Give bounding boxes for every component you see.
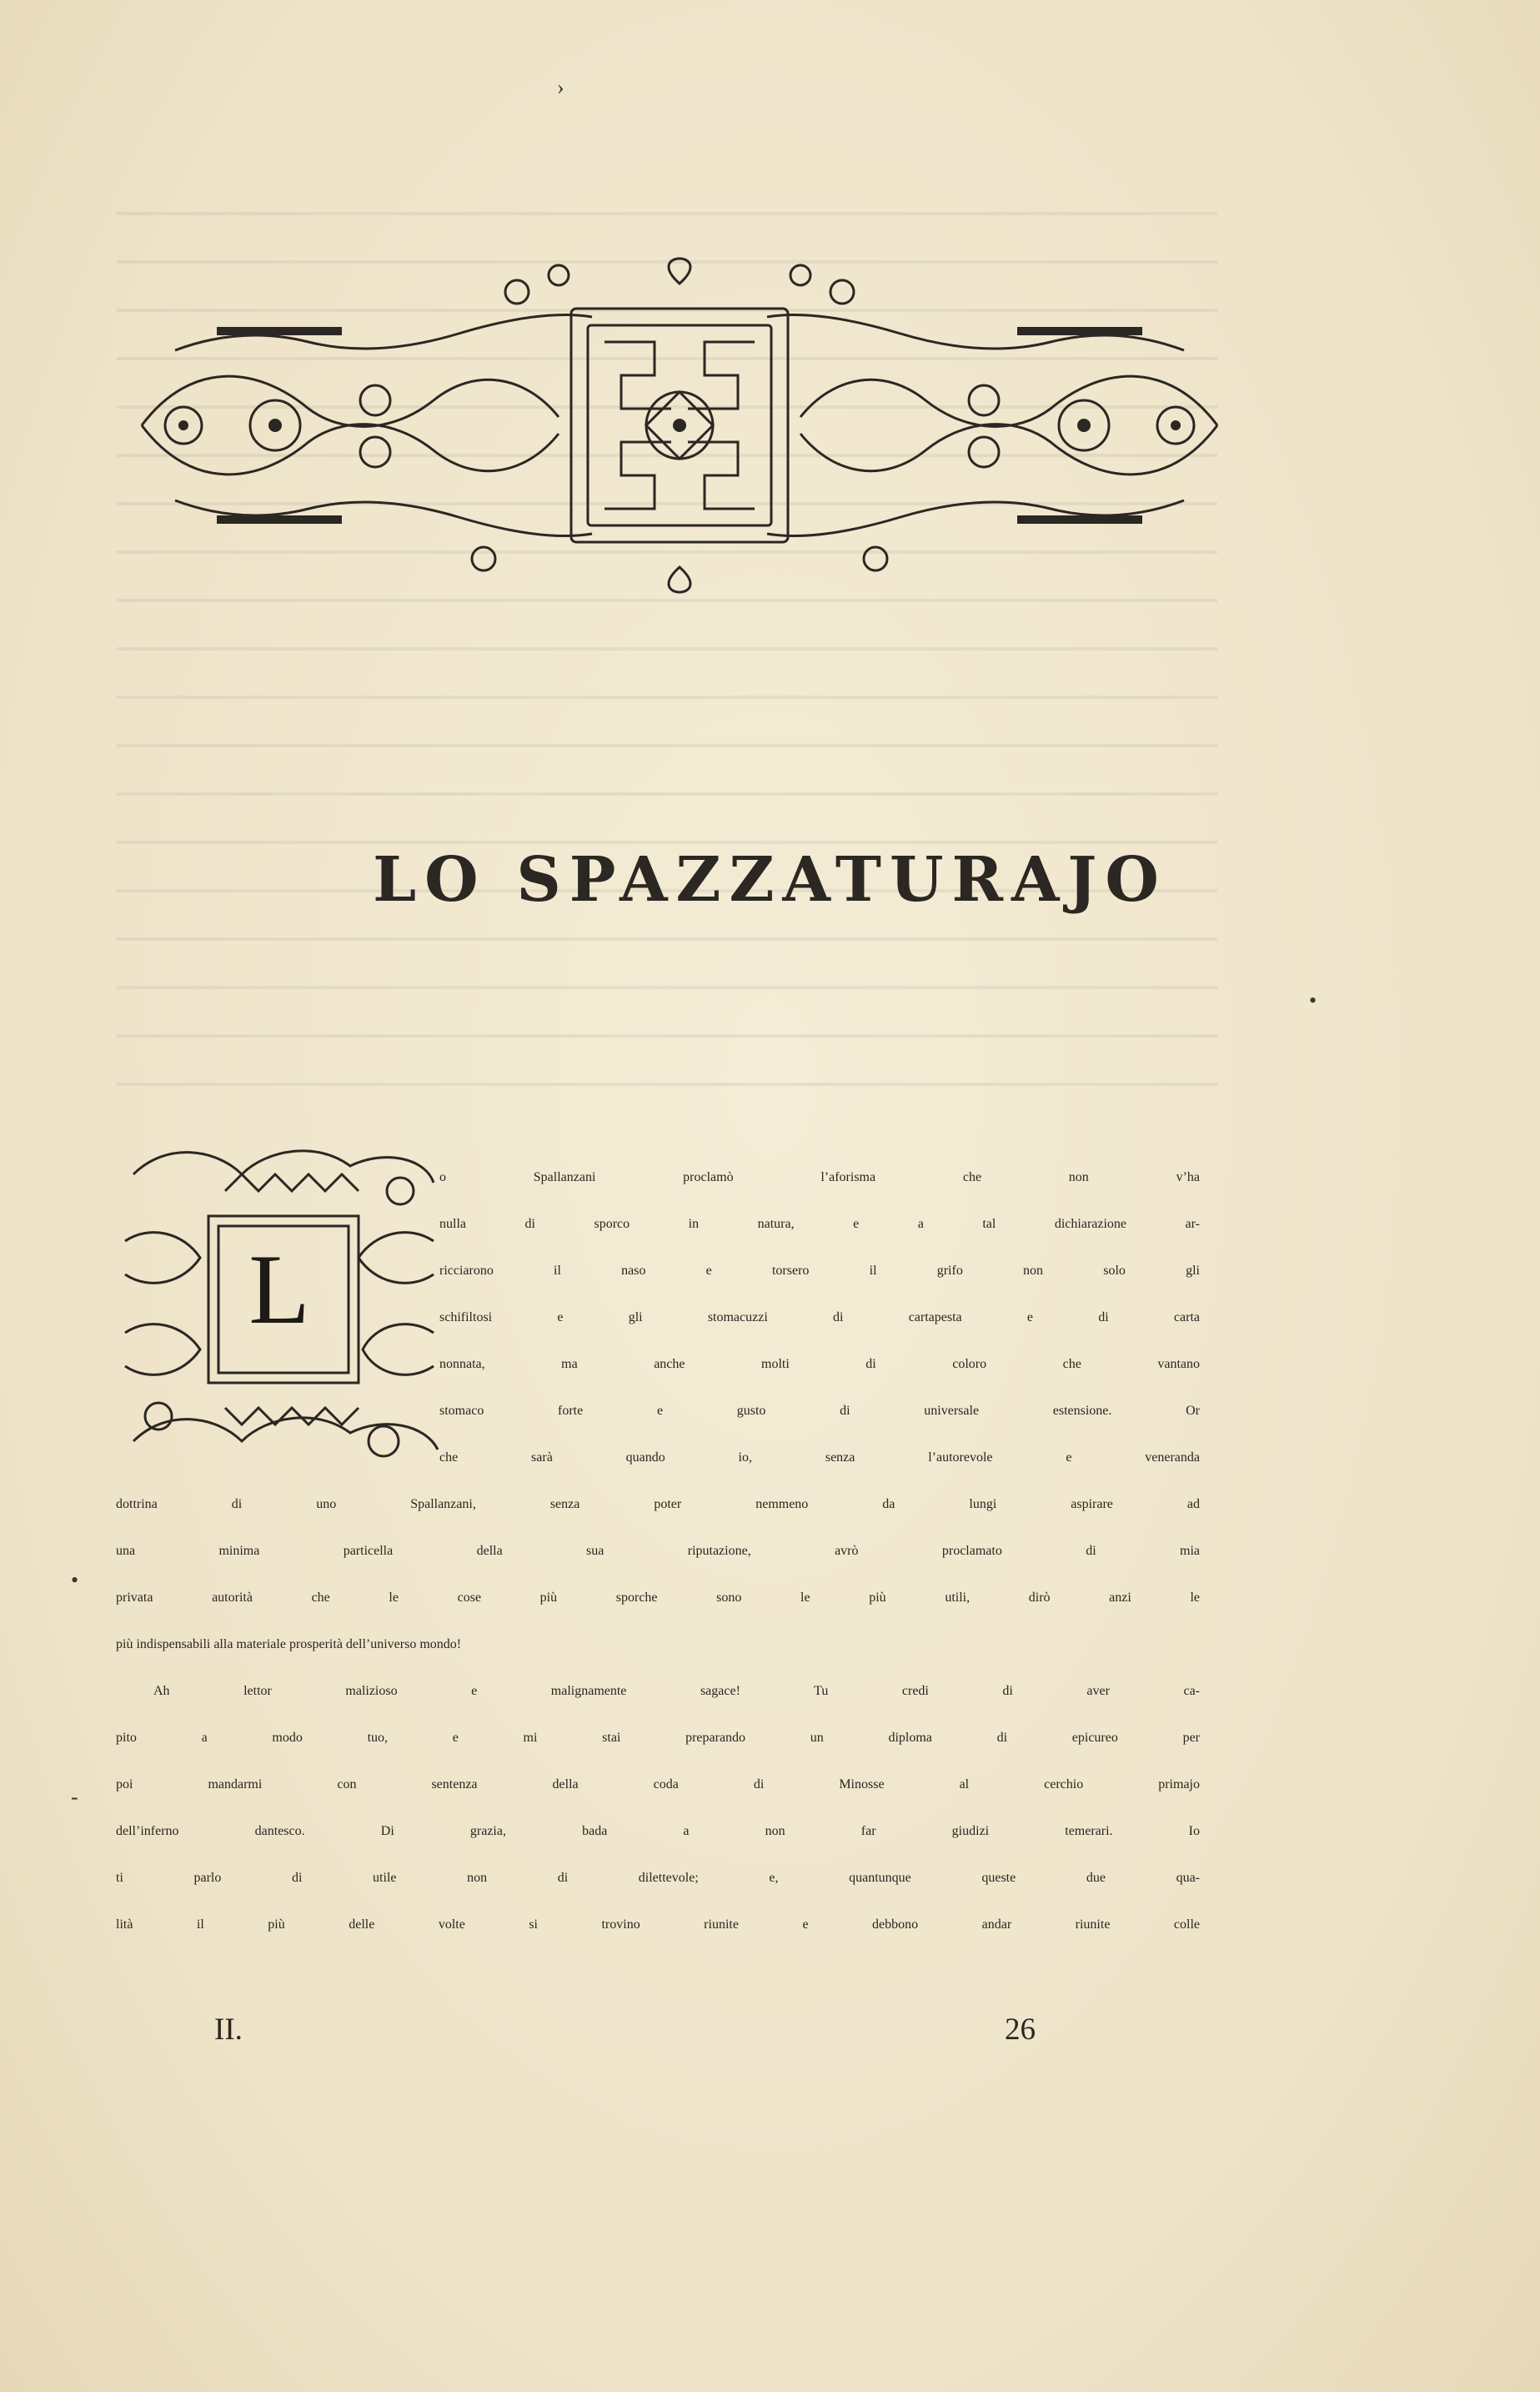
text-line: pito a modo tuo, e mi stai preparando un diploma di epicureo per bbox=[116, 1731, 1200, 1745]
stray-mark: - bbox=[71, 1785, 78, 1809]
text-line: schifiltosi e gli stomacuzzi di cartapesta e di carta bbox=[439, 1310, 1200, 1324]
text-line: privata autorità che le cose più sporche sono le più utili, dirò anzi le bbox=[116, 1590, 1200, 1605]
text-line: o Spallanzani proclamò l’aforisma che non v’ha bbox=[439, 1170, 1200, 1184]
text-line: poi mandarmi con sentenza della coda di Minosse al cerchio primajo bbox=[116, 1777, 1200, 1791]
text-line: più indispensabili alla materiale prosperità dell’universo mondo! bbox=[116, 1637, 462, 1651]
text-line: dell’inferno dantesco. Di grazia, bada a non far giudizi temerari. Io bbox=[116, 1824, 1200, 1838]
text-line: una minima particella della sua riputazione, avrò proclamato di mia bbox=[116, 1544, 1200, 1558]
text-line: nulla di sporco in natura, e a tal dichiarazione ar- bbox=[439, 1217, 1200, 1231]
stray-mark: › bbox=[557, 75, 564, 99]
stray-mark: • bbox=[1309, 988, 1317, 1013]
signature-mark: II. bbox=[214, 2013, 243, 2047]
page-number: 26 bbox=[1005, 2013, 1036, 2047]
text-line: nonnata, ma anche molti di coloro che vantano bbox=[439, 1357, 1200, 1371]
text-line: che sarà quando io, senza l’autorevole e veneranda bbox=[439, 1450, 1200, 1465]
ornamental-initial-frame bbox=[117, 1141, 442, 1470]
text-line: ricciarono il naso e torsero il grifo non solo gli bbox=[439, 1264, 1200, 1278]
ornamental-headpiece bbox=[125, 234, 1234, 617]
chapter-title: LO SPAZZATURAJO bbox=[373, 844, 1167, 916]
text-line: dottrina di uno Spallanzani, senza poter nemmeno da lungi aspirare ad bbox=[116, 1497, 1200, 1511]
text-line: lità il più delle volte si trovino riunite e debbono andar riunite colle bbox=[116, 1917, 1200, 1932]
text-line: stomaco forte e gusto di universale estensione. Or bbox=[439, 1404, 1200, 1418]
drop-cap-letter: L bbox=[248, 1234, 310, 1344]
text-line: Ah lettor malizioso e malignamente sagace! Tu credi di aver ca- bbox=[153, 1684, 1200, 1698]
text-line: ti parlo di utile non di dilettevole; e, quantunque queste due qua- bbox=[116, 1871, 1200, 1885]
stray-mark: • bbox=[71, 1568, 79, 1592]
